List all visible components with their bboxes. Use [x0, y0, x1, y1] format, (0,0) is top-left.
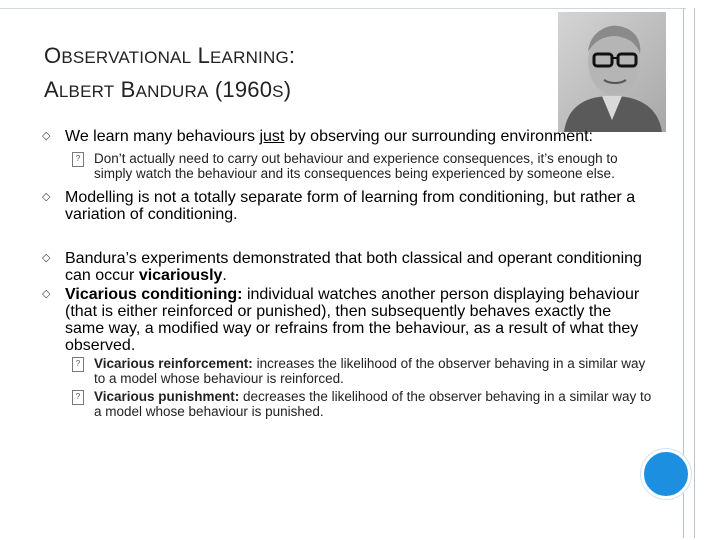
- frame-top-line: [0, 8, 686, 9]
- slide-title: [44, 40, 564, 108]
- bullet-item-3: ◇ Bandura’s experiments demonstrated that both classical and operant conditioning can occur vicariously.: [42, 250, 642, 284]
- bullet-list: [42, 128, 652, 419]
- hollow-diamond-icon: ◇: [42, 130, 51, 142]
- placeholder-box-icon: ?: [72, 152, 84, 167]
- bullet-subitem-2: ? Vicarious reinforcement: increases the likelihood of the observer behaving in a similar way to a model whose behaviour is reinforced.: [42, 356, 652, 386]
- decorative-blue-circle: [641, 449, 691, 499]
- bullet-item-2: ◇ Modelling is not a totally separate form of learning from conditioning, but rather a variation of conditioning.: [42, 189, 636, 223]
- hollow-diamond-icon: ◇: [42, 288, 51, 300]
- bullet-item-4: ◇ Vicarious conditioning: individual watches another person displaying behaviour (that is either reinforced or punished), then subsequently behaves exactly the same way, a modified way or refrains from the behaviour, as a result of what they observed.: [42, 286, 640, 354]
- portrait-illustration: [558, 12, 666, 132]
- title-line-1: OBSERVATIONAL LEARNING:: [44, 43, 296, 68]
- hollow-diamond-icon: ◇: [42, 252, 51, 264]
- title-line-2: ALBERT BANDURA (1960S): [44, 77, 292, 102]
- placeholder-box-icon: ?: [72, 357, 84, 372]
- bullet-subitem-1: ? Don’t actually need to carry out behaviour and experience consequences, it’s enough to simply watch the behaviour and its consequences being experienced by someone else.: [42, 151, 652, 181]
- hollow-diamond-icon: ◇: [42, 191, 51, 203]
- bandura-portrait-photo: [558, 12, 666, 132]
- bullet-item-1: ◇ We learn many behaviours just by observing our surrounding environment:: [42, 128, 593, 145]
- placeholder-box-icon: ?: [72, 390, 84, 405]
- bullet-subitem-3: ? Vicarious punishment: decreases the likelihood of the observer behaving in a similar way to a model whose behaviour is punished.: [42, 389, 652, 419]
